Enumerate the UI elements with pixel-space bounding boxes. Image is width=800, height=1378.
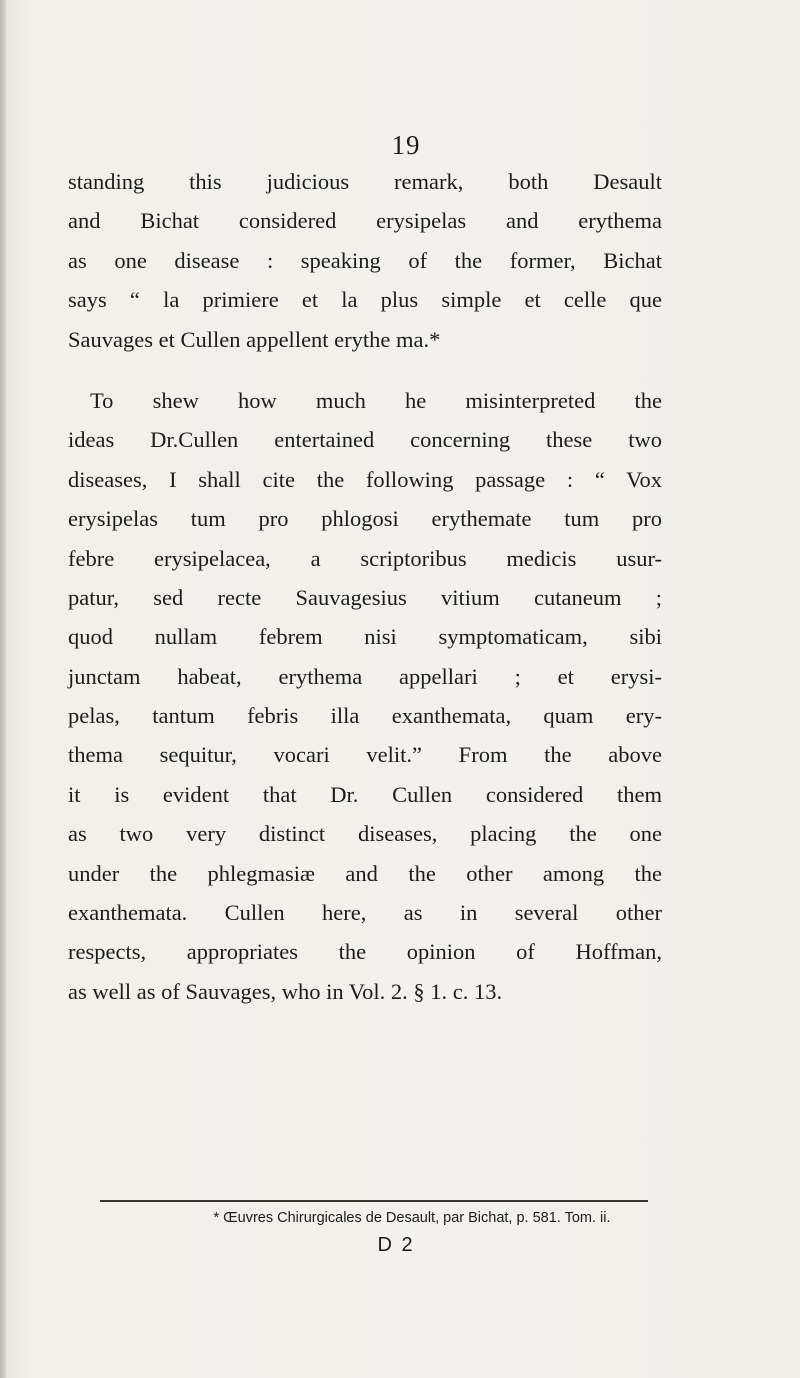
- footnote: * Œuvres Chirurgicales de Desault, par Bichat, p. 581. Tom. ii.: [213, 1210, 611, 1226]
- text-line: patur, sed recte Sauvagesius vitium cutaneum ;: [68, 584, 662, 610]
- text-line: Sauvages et Cullen appellent erythe ma.*: [68, 326, 441, 352]
- text-line: as two very distinct diseases, placing the one: [68, 821, 662, 847]
- text-line: standing this judicious remark, both Desault: [68, 169, 662, 194]
- text-line: and Bichat considered erysipelas and erythema: [68, 208, 662, 234]
- paragraph-gap: [68, 359, 662, 381]
- text-line: exanthemata. Cullen here, as in several other: [68, 900, 662, 926]
- text-line: quod nullam febrem nisi symptomaticam, sibi: [68, 624, 662, 650]
- text-line: ideas Dr.Cullen entertained concerning these two: [68, 427, 662, 453]
- text-line: To shew how much he misinterpreted the: [90, 387, 662, 413]
- text-line: junctam habeat, erythema appellari ; et erysi-: [68, 663, 662, 689]
- text-line: as one disease : speaking of the former, Bichat: [68, 247, 662, 273]
- text-line: thema sequitur, vocari velit.” From the above: [68, 742, 662, 768]
- text-line: under the phlegmasiæ and the other among the: [68, 860, 662, 886]
- body-text: [68, 162, 662, 1011]
- text-line: says “ la primiere et la plus simple et celle que: [68, 287, 662, 313]
- text-line: diseases, I shall cite the following passage : “ Vox: [68, 466, 662, 492]
- page-number: 19: [391, 130, 421, 160]
- text-line: erysipelas tum pro phlogosi erythemate tum pro: [68, 506, 662, 532]
- text-line: febre erysipelacea, a scriptoribus medicis usur-: [68, 545, 662, 571]
- text-line: it is evident that Dr. Cullen considered them: [68, 781, 662, 807]
- text-line: as well as of Sauvages, who in Vol. 2. § 1. c. 13.: [68, 978, 503, 1004]
- signature-mark: D 2: [377, 1234, 415, 1256]
- text-line: respects, appropriates the opinion of Hoffman,: [68, 939, 662, 965]
- binding-edge: [0, 0, 6, 1378]
- footnote-rule: [100, 1200, 648, 1202]
- text-line: pelas, tantum febris illa exanthemata, quam ery-: [68, 703, 662, 729]
